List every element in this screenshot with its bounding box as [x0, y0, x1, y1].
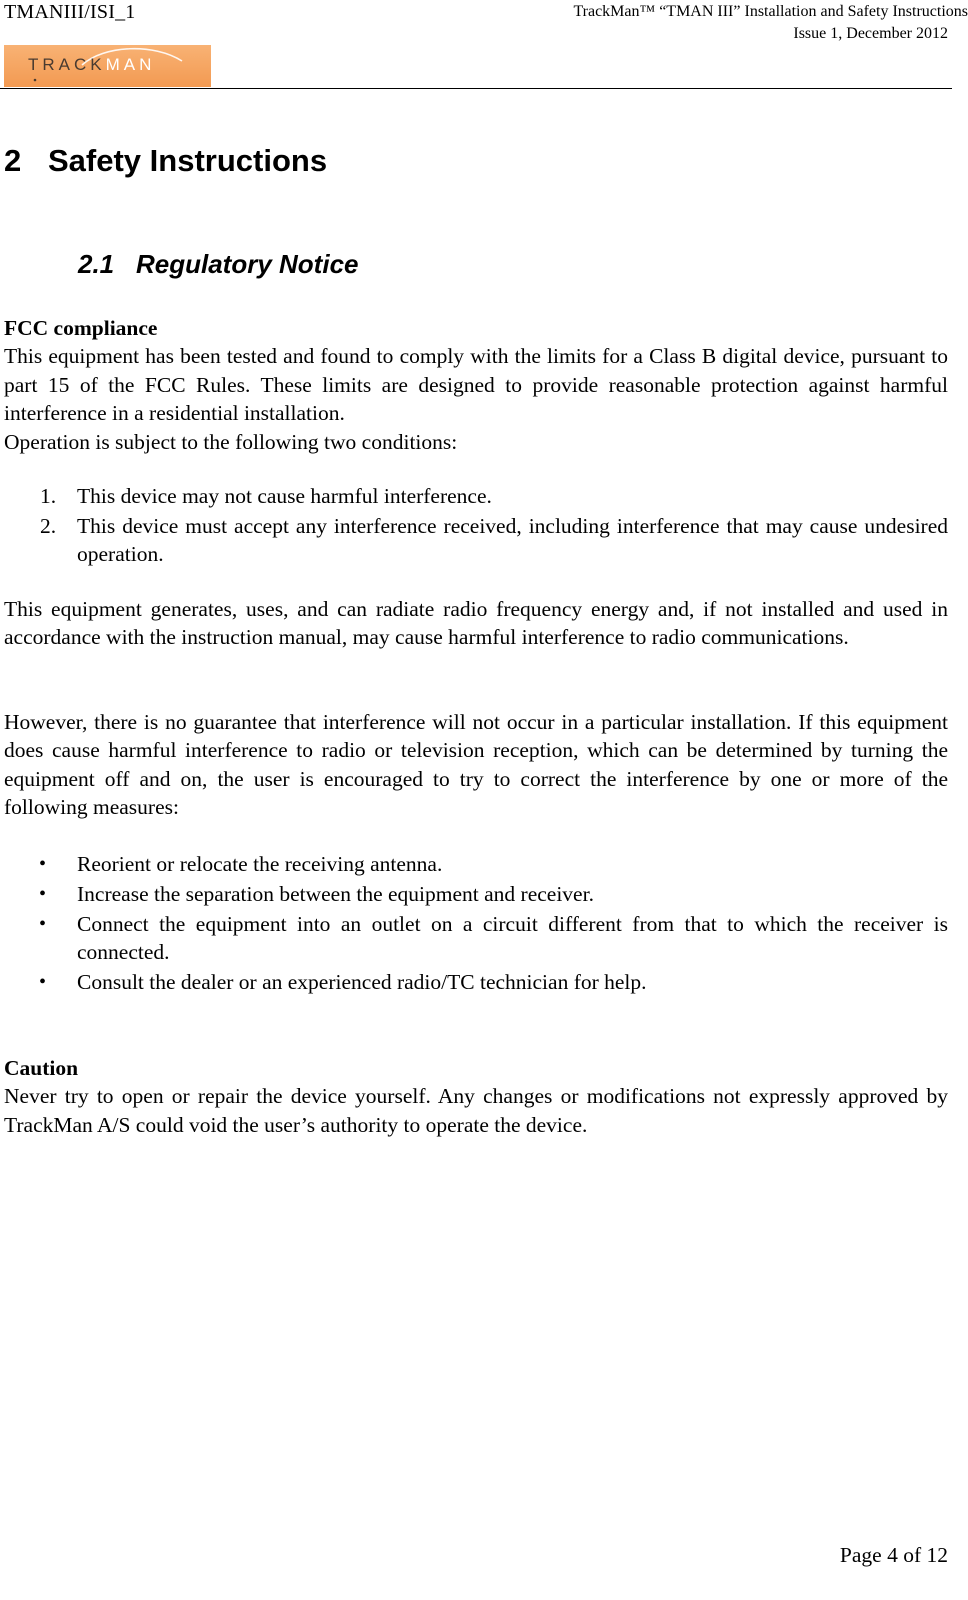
list-item-text: This device may not cause harmful interference. — [77, 484, 492, 508]
list-item — [4, 880, 948, 908]
list-item — [4, 910, 948, 967]
subsection-heading — [78, 248, 359, 280]
list-item-text: Reorient or relocate the receiving antenna. — [77, 852, 443, 876]
caution-text: Never try to open or repair the device yourself. Any changes or modifications not expressly approved by TrackMan A/S could void the user’s authority to operate the device. — [4, 1084, 948, 1137]
bullet-icon: • — [39, 883, 47, 905]
bullet-icon: • — [39, 971, 47, 994]
trackman-logo — [4, 45, 211, 87]
list-item — [4, 512, 948, 569]
logo-wordmark: TRACKMAN — [28, 55, 156, 74]
section-number: 2 — [4, 143, 22, 178]
list-item-text: Consult the dealer or an experienced radio/TC technician for help. — [77, 970, 647, 995]
list-item — [4, 482, 948, 510]
document-title: TrackMan™ “TMAN III” Installation and Safety Instructions — [573, 3, 968, 20]
measures-list — [4, 850, 948, 998]
section-title: Safety Instructions — [48, 143, 328, 178]
page-number: Page 4 of 12 — [839, 1543, 948, 1567]
list-marker: 1. — [40, 484, 57, 508]
bullet-icon: • — [39, 853, 47, 875]
caution-heading: Caution — [4, 1056, 79, 1080]
subsection-number: 2.1 — [78, 249, 115, 279]
list-item-text: Connect the equipment into an outlet on a circuit different from that to which the receiver is connected. — [77, 912, 948, 965]
fcc-heading: FCC compliance — [4, 316, 158, 340]
caution-block — [4, 1054, 948, 1139]
conditions-list — [4, 482, 948, 570]
fcc-block — [4, 314, 948, 456]
subsection-title: Regulatory Notice — [136, 249, 359, 279]
list-marker: 2. — [40, 514, 57, 538]
document-id: TMANIII/ISI_1 — [4, 1, 136, 23]
section-heading — [4, 143, 327, 179]
fcc-paragraph-4: However, there is no guarantee that interference will not occur in a particular installation. If this equipment does cause harmful interference to radio or television reception, which can be determined by turning the equipment off and on, the user is encouraged to try to correct the interference by one or more of the following measures: — [4, 710, 948, 820]
fcc-paragraph-2: Operation is subject to the following two conditions: — [4, 429, 458, 454]
issue-date: Issue 1, December 2012 — [793, 25, 948, 42]
list-item — [4, 850, 948, 878]
list-item — [4, 968, 948, 996]
fcc-paragraph-3: This equipment generates, uses, and can radiate radio frequency energy and, if not installed and used in accordance with the instruction manual, may cause harmful interference to radio communications. — [4, 597, 948, 650]
list-item-text: Increase the separation between the equipment and receiver. — [77, 882, 594, 906]
bullet-icon: • — [39, 913, 47, 935]
fcc-paragraph-1: This equipment has been tested and found to comply with the limits for a Class B digital device, pursuant to part 15 of the FCC Rules. These limits are designed to provide reasonable protection against harmful interference in a residential installation. — [4, 344, 948, 426]
document-header-info — [448, 1, 968, 45]
list-item-text: This device must accept any interference received, including interference that may cause undesired operation. — [77, 514, 948, 567]
header-divider — [0, 88, 952, 89]
